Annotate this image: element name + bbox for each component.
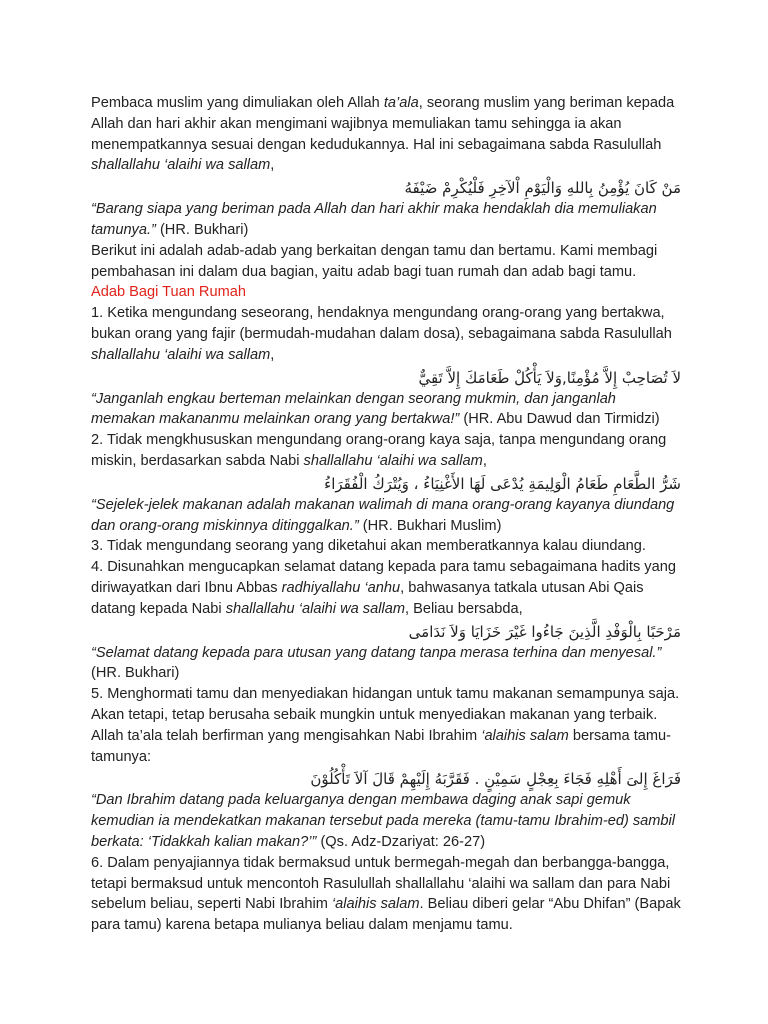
- item-6-text-2: . Beliau diberi gelar “Abu Dhifan” (Bapak para tamu) karena betapa mulianya beliau dalam menjamu tamu.: [91, 896, 681, 934]
- translation-5-ref: (Qs. Adz-Dzariyat: 26-27): [316, 833, 486, 850]
- translation-1-quote: “Barang siapa yang beriman pada Allah dan hari akhir maka hendaklah dia memuliakan tamunya.”: [91, 201, 657, 238]
- document-body: [91, 93, 681, 936]
- translation-1: [91, 199, 681, 241]
- list-item-3: 3. Tidak mengundang seorang yang diketahui akan memberatkannya kalau diundang.: [91, 538, 646, 555]
- translation-5: [91, 790, 681, 852]
- translation-2-quote: “Janganlah engkau berteman melainkan dengan seorang mukmin, dan janganlah memakan makananmu melainkan orang yang bertakwa!”: [91, 390, 616, 428]
- list-item-5: [91, 684, 681, 767]
- item-5-text-1: 5. Menghormati tamu dan menyediakan hidangan untuk tamu makanan semampunya saja. Akan tetapi, tetap berusaha sebaik mungkin untuk menyediakan makanan yang terbaik. Allah ta’ala telah berfirman yang mengisahkan Nabi Ibrahim: [91, 686, 680, 744]
- translation-4-quote: “Selamat datang kepada para utusan yang datang tanpa merasa terhina dan menyesal.”: [91, 644, 662, 661]
- arabic-hadith-1: مَنْ كَانَ يُؤْمِنُ بِاللهِ وَالْيَوْمِ اْلآخِرِ فَلْيُكْرِمْ ضَيْفَهُ: [404, 179, 681, 198]
- intro-paragraph: [91, 93, 681, 176]
- translation-3: [91, 495, 681, 537]
- item-5-italic-1: ‘alaihis salam: [481, 727, 569, 744]
- list-item-6: [91, 853, 681, 936]
- list-item-4: [91, 557, 681, 619]
- translation-2: [91, 389, 681, 431]
- intro-text-2: , seorang muslim yang beriman kepada Allah dan hari akhir akan mengimani wajibnya memuliakan tamu sehingga ia akan menempatkannya sesuai dengan kedudukannya. Hal ini sebagaimana sabda Rasulullah: [91, 95, 675, 153]
- item-6-text-1: 6. Dalam penyajiannya tidak bermaksud untuk bermegah-megah dan berbangga-bangga, tetapi bermaksud untuk mencontoh Rasulullah shallallahu ‘alaihi wa sallam dan para Nabi sebelum beliau, seperti Nabi Ibrahim: [91, 854, 671, 913]
- item-2-italic-1: shallallahu ‘alaihi wa sallam: [303, 452, 483, 469]
- arabic-hadith-3: شَرُّ الطَّعَامِ طَعَامُ الْوَلِيمَةِ يُدْعَى لَهَا الأَغْنِيَاءُ ، وَيُتْرَكُ الْفُقَرَاءُ: [324, 474, 681, 493]
- intro-italic-1: ta’ala: [383, 95, 419, 111]
- item-6-italic-1: ‘alaihis salam: [331, 896, 420, 913]
- list-item-2: [91, 430, 681, 472]
- translation-2-ref: (HR. Abu Dawud dan Tirmidzi): [459, 411, 660, 428]
- item-1-italic-1: shallallahu ‘alaihi wa sallam: [91, 346, 271, 363]
- translation-3-ref: (HR. Bukhari Muslim): [358, 517, 502, 534]
- item-4-text-3: , Beliau bersabda,: [404, 600, 523, 617]
- translation-3-quote: “Sejelek-jelek makanan adalah makanan walimah di mana orang-orang kayanya diundang dan orang-orang miskinnya ditinggalkan.”: [91, 496, 675, 534]
- translation-4-ref: (HR. Bukhari): [91, 665, 180, 682]
- intro-text-1: Pembaca muslim yang dimuliakan oleh Allah: [91, 95, 384, 111]
- section-heading: Adab Bagi Tuan Rumah: [91, 284, 246, 301]
- intro-text-3: ,: [270, 157, 275, 174]
- item-4-text-2: , bahwasanya tatkala utusan Abi Qais datang kepada Nabi: [91, 579, 644, 617]
- item-4-italic-2: shallallahu ‘alaihi wa sallam: [225, 600, 405, 617]
- list-item-1: [91, 303, 681, 365]
- translation-5-quote: “Dan Ibrahim datang pada keluarganya dengan membawa daging anak sapi gemuk kemudian ia mendekatkan makanan tersebut pada mereka (tamu-tamu Ibrahim-ed) sambil berkata: ‘Tidakkah kalian makan?’”: [91, 792, 676, 850]
- item-4-italic-1: radhiyallahu ‘anhu: [281, 579, 401, 596]
- intro-italic-2: shallallahu ‘alaihi wa sallam: [91, 157, 271, 174]
- item-2-text-1: 2. Tidak mengkhususkan mengundang orang-orang kaya saja, tanpa mengundang orang miskin, berdasarkan sabda Nabi: [91, 432, 667, 469]
- arabic-hadith-2: لاَ تُصَاحِبْ إِلاَّ مُؤْمِنًا,وَلاَ يَأْكُلْ طَعَامَكَ إِلاَّ تَقِيٌّ: [418, 368, 681, 387]
- item-4-text-1: 4. Disunahkan mengucapkan selamat datang kepada para tamu sebagaimana hadits yang diriwayatkan dari Ibnu Abbas: [91, 559, 676, 596]
- arabic-hadith-4: مَرْحَبًا بِالْوَفْدِ الَّذِينَ جَاءُوا غَيْرَ خَزَايَا وَلاَ نَدَامَى: [408, 622, 681, 641]
- translation-1-ref: (HR. Bukhari): [155, 221, 249, 238]
- item-5-text-2: bersama tamu-tamunya:: [91, 727, 672, 765]
- translation-4: [91, 643, 681, 685]
- item-1-text-2: ,: [270, 346, 275, 363]
- item-1-text-1: 1. Ketika mengundang seseorang, hendaknya mengundang orang-orang yang bertakwa, bukan orang yang fajir (bermudah-mudahan dalam dosa), sebagaimana sabda Rasulullah: [91, 305, 672, 342]
- arabic-quran-verse: فَرَاغَ إِلىَ أَهْلِهِ فَجَاءَ بِعِجْلٍ سَمِيْنٍ . فَقَرَّبَهُ إِلَيْهِمْ قَالَ آلاَ تَأْكُلُوْنَ: [310, 770, 681, 789]
- paragraph-2: Berikut ini adalah adab-adab yang berkaitan dengan tamu dan bertamu. Kami membagi pembahasan ini dalam dua bagian, yaitu adab bagi tuan rumah dan adab bagi tamu.: [91, 242, 658, 280]
- item-2-text-2: ,: [482, 452, 487, 469]
